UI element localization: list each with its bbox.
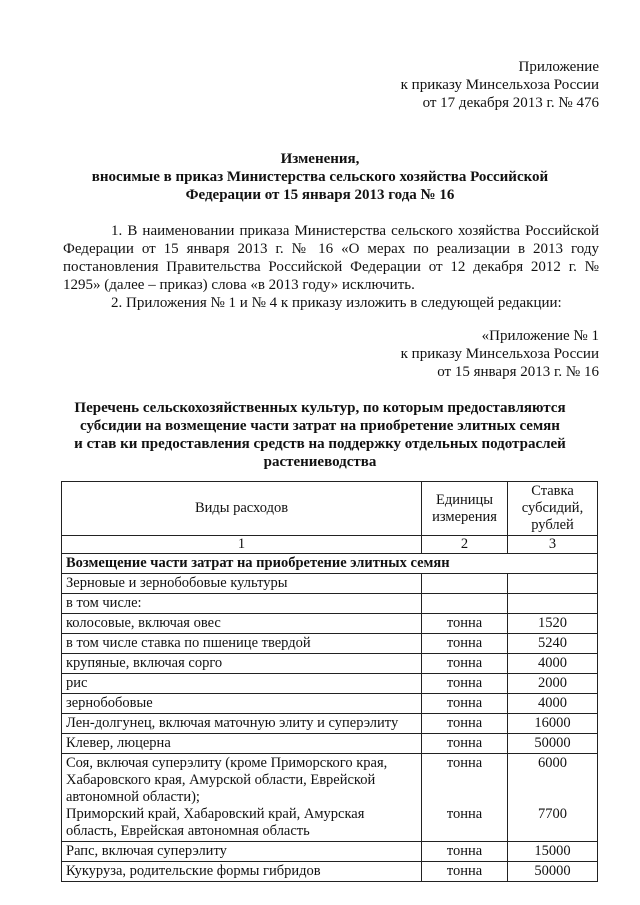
row-rate: 5240 [508, 634, 598, 654]
table-row [62, 734, 598, 754]
row-rate: 16000 [508, 714, 598, 734]
section-title: Возмещение части затрат на приобретение элитных семян [62, 554, 598, 574]
appendix-line: от 17 декабря 2013 г. № 476 [422, 95, 599, 111]
paragraph-2: 2. Приложения № 1 и № 4 к приказу изложить в следующей редакции: [111, 295, 562, 311]
table-row [62, 674, 598, 694]
row-rate: 2000 [508, 674, 598, 694]
title-line: субсидии на возмещение части затрат на приобретение элитных семян [80, 418, 560, 434]
appendix-line: от 15 января 2013 г. № 16 [437, 364, 599, 380]
row-rate: 4000 [508, 654, 598, 674]
row-unit: тонна [422, 842, 508, 862]
row-unit: тонна [422, 694, 508, 714]
list-title [0, 399, 640, 471]
appendix-header [401, 58, 599, 112]
section-row [62, 554, 598, 574]
row-unit: тонна [422, 862, 508, 882]
row-rate: 50000 [508, 734, 598, 754]
row-unit: тонна [422, 674, 508, 694]
row-rate-part: 6000 [538, 755, 567, 771]
row-unit: тонна [422, 654, 508, 674]
row-name-part: Соя, включая суперэлиту (кроме Приморского края, Хабаровского края, Амурской области, Еврейской автономной области); [66, 755, 388, 805]
row-name: в том числе ставка по пшенице твердой [62, 634, 422, 654]
row-rate [508, 594, 598, 614]
paragraph-1: 1. В наименовании приказа Министерства сельского хозяйства Российской Федерации от 15 января 2013 г. № 16 «О мерах по реализации в 2013 году постановления Правительства Российской Федерации от 12 декабря 2012 г. № 1295» (далее – приказ) слова «в 2013 году» исключить. [63, 223, 599, 293]
table-row [62, 614, 598, 634]
row-name: Рапс, включая суперэлиту [62, 842, 422, 862]
table-row [62, 574, 598, 594]
row-rate: 50000 [508, 862, 598, 882]
row-name: рис [62, 674, 422, 694]
row-name: в том числе: [62, 594, 422, 614]
column-number: 3 [508, 536, 598, 554]
row-unit [422, 594, 508, 614]
appendix-line: «Приложение № 1 [481, 328, 599, 344]
column-number-row [62, 536, 598, 554]
table-header-row [62, 482, 598, 536]
header-expense-types: Виды расходов [62, 482, 422, 536]
row-name: Лен-долгунец, включая маточную элиту и суперэлиту [62, 714, 422, 734]
row-name: Зерновые и зернобобовые культуры [62, 574, 422, 594]
table-row [62, 842, 598, 862]
row-unit [422, 754, 508, 842]
table-row [62, 714, 598, 734]
row-name: крупяные, включая сорго [62, 654, 422, 674]
appendix-line: к приказу Минсельхоза России [400, 77, 599, 93]
changes-title [0, 150, 640, 204]
row-unit: тонна [422, 614, 508, 634]
row-unit [422, 574, 508, 594]
title-line: Изменения, [280, 151, 360, 167]
header-rate: Ставка субсидий, рублей [508, 482, 598, 536]
table-row [62, 862, 598, 882]
appendix-1-header [401, 327, 599, 381]
header-units: Единицы измерения [422, 482, 508, 536]
row-name-part: Приморский край, Хабаровский край, Амурская область, Еврейская автономная область [66, 806, 365, 839]
row-rate: 15000 [508, 842, 598, 862]
title-line: Федерации от 15 января 2013 года № 16 [185, 187, 455, 203]
appendix-line: к приказу Минсельхоза России [400, 346, 599, 362]
row-rate: 1520 [508, 614, 598, 634]
row-rate [508, 754, 598, 842]
row-unit-part: тонна [446, 806, 483, 822]
row-name [62, 754, 422, 842]
column-number: 2 [422, 536, 508, 554]
title-line: вносимые в приказ Министерства сельского хозяйства Российской [91, 169, 549, 185]
table-row-soy [62, 754, 598, 842]
row-unit: тонна [422, 634, 508, 654]
row-rate-part: 7700 [538, 806, 567, 822]
row-name: колосовые, включая овес [62, 614, 422, 634]
table-row [62, 634, 598, 654]
row-name: Клевер, люцерна [62, 734, 422, 754]
row-rate [508, 574, 598, 594]
title-line: Перечень сельскохозяйственных культур, по которым предоставляются [74, 400, 566, 416]
row-name: зернобобовые [62, 694, 422, 714]
column-number: 1 [62, 536, 422, 554]
appendix-line: Приложение [518, 59, 599, 75]
table-row [62, 594, 598, 614]
row-unit: тонна [422, 714, 508, 734]
table-row [62, 654, 598, 674]
row-name: Кукуруза, родительские формы гибридов [62, 862, 422, 882]
row-rate: 4000 [508, 694, 598, 714]
title-line: растениеводства [263, 454, 377, 470]
table-row [62, 694, 598, 714]
title-line: и став ки предоставления средств на поддержку отдельных подотраслей [74, 436, 566, 452]
subsidy-table [61, 481, 598, 882]
row-unit: тонна [422, 734, 508, 754]
row-unit-part: тонна [446, 755, 483, 771]
